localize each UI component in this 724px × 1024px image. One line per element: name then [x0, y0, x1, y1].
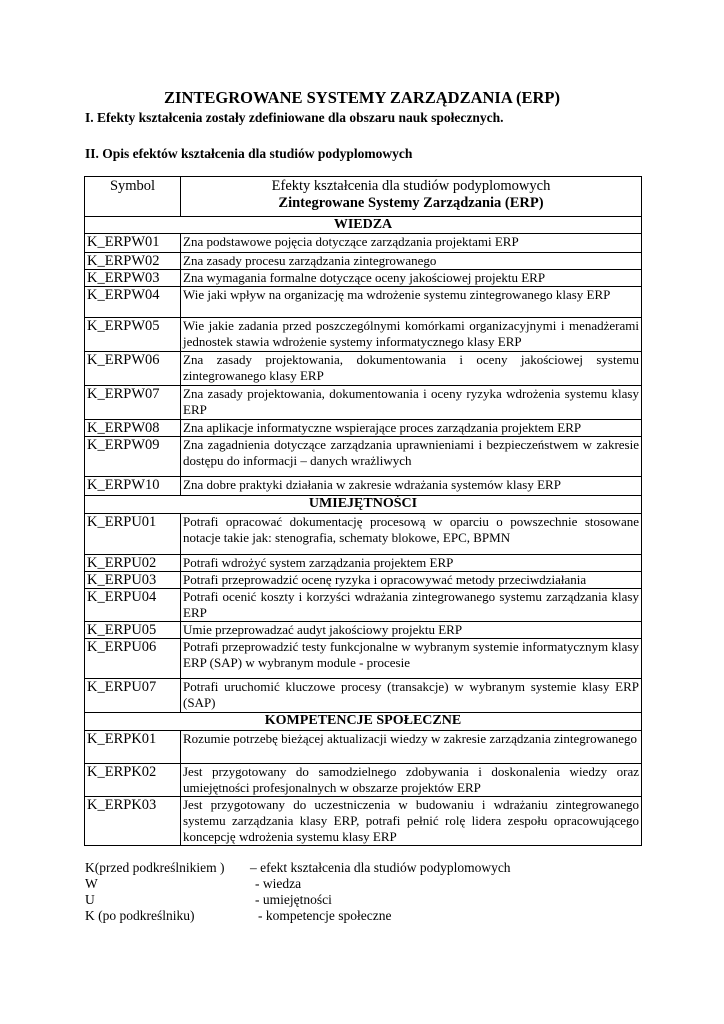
table-row [85, 477, 642, 496]
legend-value: - kompetencje społeczne [258, 908, 392, 923]
outcome-description: Zna zasady projektowania, dokumentowania i oceny ryzyka wdrożenia systemu klasy ERP [181, 386, 642, 420]
table-header-row [85, 177, 642, 217]
description-header-subtitle: Zintegrowane Systemy Zarządzania (ERP) [278, 195, 544, 211]
table-row [85, 234, 642, 253]
table-row [85, 514, 642, 555]
section-heading: II. Opis efektów kształcenia dla studiów podyplomowych [85, 146, 413, 161]
table-row [85, 555, 642, 572]
outcome-symbol: K_ERPK02 [85, 764, 181, 797]
section-title: UMIEJĘTNOŚCI [85, 496, 642, 514]
outcome-symbol: K_ERPW08 [85, 420, 181, 437]
outcome-description: Jest przygotowany do uczestniczenia w budowaniu i wdrażaniu zintegrowanego systemu zarządzania klasy ERP, potrafi pełnić rolę lidera zespołu opracowującego koncepcję wdrożenia systemu klasy ERP [181, 797, 642, 846]
outcome-symbol: K_ERPW01 [85, 234, 181, 253]
outcome-symbol: K_ERPU06 [85, 639, 181, 679]
legend-key: U [85, 892, 95, 907]
outcome-description: Zna podstawowe pojęcia dotyczące zarządzania projektami ERP [181, 234, 642, 253]
table-row [85, 639, 642, 679]
legend-key: K (po podkreślniku) [85, 908, 195, 923]
outcome-description: Zna aplikacje informatyczne wspierające proces zarządzania projektem ERP [181, 420, 642, 437]
outcome-description: Potrafi przeprowadzić testy funkcjonalne w wybranym systemie informatycznym klasy ERP (SAP) w wybranym module - procesie [181, 639, 642, 679]
outcome-description: Potrafi opracować dokumentację procesową w oparciu o powszechnie stosowane notacje takie jak: stenografia, schematy blokowe, EPC, BPMN [181, 514, 642, 555]
outcome-description: Zna zagadnienia dotyczące zarządzania uprawnieniami i bezpieczeństwem w zakresie dostępu do informacji – danych wrażliwych [181, 437, 642, 477]
table-row [85, 679, 642, 713]
table-row [85, 386, 642, 420]
outcome-symbol: K_ERPU07 [85, 679, 181, 713]
table-row [85, 270, 642, 287]
outcome-symbol: K_ERPU04 [85, 589, 181, 622]
outcome-description: Wie jakie zadania przed poszczególnymi komórkami organizacyjnymi i menadżerami jednostek stawia wdrożenie systemy informatycznego klasy ERP [181, 318, 642, 352]
table-row [85, 764, 642, 797]
description-header-text: Efekty kształcenia dla studiów podyplomowych [271, 178, 551, 194]
section-row [85, 496, 642, 514]
table-row [85, 287, 642, 318]
outcome-symbol: K_ERPU03 [85, 572, 181, 589]
outcome-description: Potrafi przeprowadzić ocenę ryzyka i opracowywać metody przeciwdziałania [181, 572, 642, 589]
outcome-symbol: K_ERPW06 [85, 352, 181, 386]
outcome-symbol: K_ERPW05 [85, 318, 181, 352]
outcome-symbol: K_ERPU01 [85, 514, 181, 555]
legend-value: - wiedza [255, 876, 302, 891]
table-row [85, 797, 642, 846]
outcome-description: Zna dobre praktyki działania w zakresie wdrażania systemów klasy ERP [181, 477, 642, 496]
outcome-description: Zna zasady projektowania, dokumentowania i oceny jakościowej systemu zintegrowanego klasy ERP [181, 352, 642, 386]
outcome-symbol: K_ERPU02 [85, 555, 181, 572]
table-row [85, 253, 642, 270]
outcome-description: Wie jaki wpływ na organizację ma wdrożenie systemu zintegrowanego klasy ERP [181, 287, 642, 318]
table-row [85, 437, 642, 477]
table-row [85, 572, 642, 589]
outcome-description: Zna zasady procesu zarządzania zintegrowanego [181, 253, 642, 270]
scope-statement: I. Efekty kształcenia zostały zdefiniowane dla obszaru nauk społecznych. [85, 110, 504, 125]
outcome-symbol: K_ERPW07 [85, 386, 181, 420]
table-row [85, 318, 642, 352]
document-title: ZINTEGROWANE SYSTEMY ZARZĄDZANIA (ERP) [164, 88, 560, 107]
outcome-symbol: K_ERPW09 [85, 437, 181, 477]
outcome-symbol: K_ERPW10 [85, 477, 181, 496]
outcome-description: Potrafi uruchomić kluczowe procesy (transakcje) w wybranym systemie klasy ERP (SAP) [181, 679, 642, 713]
legend-value: - umiejętności [255, 892, 332, 907]
description-column-header [181, 177, 642, 217]
section-title: WIEDZA [85, 217, 642, 234]
table-row [85, 622, 642, 639]
legend-key: K(przed podkreślnikiem ) [85, 860, 225, 875]
outcome-symbol: K_ERPW04 [85, 287, 181, 318]
outcome-description: Potrafi ocenić koszty i korzyści wdrażania zintegrowanego systemu zarządzania klasy ERP [181, 589, 642, 622]
legend-value: – efekt kształcenia dla studiów podyplomowych [250, 860, 511, 875]
learning-outcomes-table [84, 176, 642, 846]
outcome-description: Zna wymagania formalne dotyczące oceny jakościowej projektu ERP [181, 270, 642, 287]
outcome-symbol: K_ERPK03 [85, 797, 181, 846]
section-row [85, 713, 642, 731]
outcome-description: Rozumie potrzebę bieżącej aktualizacji wiedzy w zakresie zarządzania zintegrowanego [181, 731, 642, 764]
table-row [85, 352, 642, 386]
table-row [85, 589, 642, 622]
legend-key: W [85, 876, 98, 891]
table-row [85, 731, 642, 764]
outcome-description: Jest przygotowany do samodzielnego zdobywania i doskonalenia wiedzy oraz umiejętności profesjonalnych w obszarze projektów ERP [181, 764, 642, 797]
outcome-description: Potrafi wdrożyć system zarządzania projektem ERP [181, 555, 642, 572]
section-title: KOMPETENCJE SPOŁECZNE [85, 713, 642, 731]
symbol-column-header: Symbol [85, 177, 181, 217]
section-row [85, 217, 642, 234]
outcome-symbol: K_ERPK01 [85, 731, 181, 764]
outcome-symbol: K_ERPW02 [85, 253, 181, 270]
table-row [85, 420, 642, 437]
outcome-symbol: K_ERPW03 [85, 270, 181, 287]
outcome-symbol: K_ERPU05 [85, 622, 181, 639]
outcome-description: Umie przeprowadzać audyt jakościowy projektu ERP [181, 622, 642, 639]
